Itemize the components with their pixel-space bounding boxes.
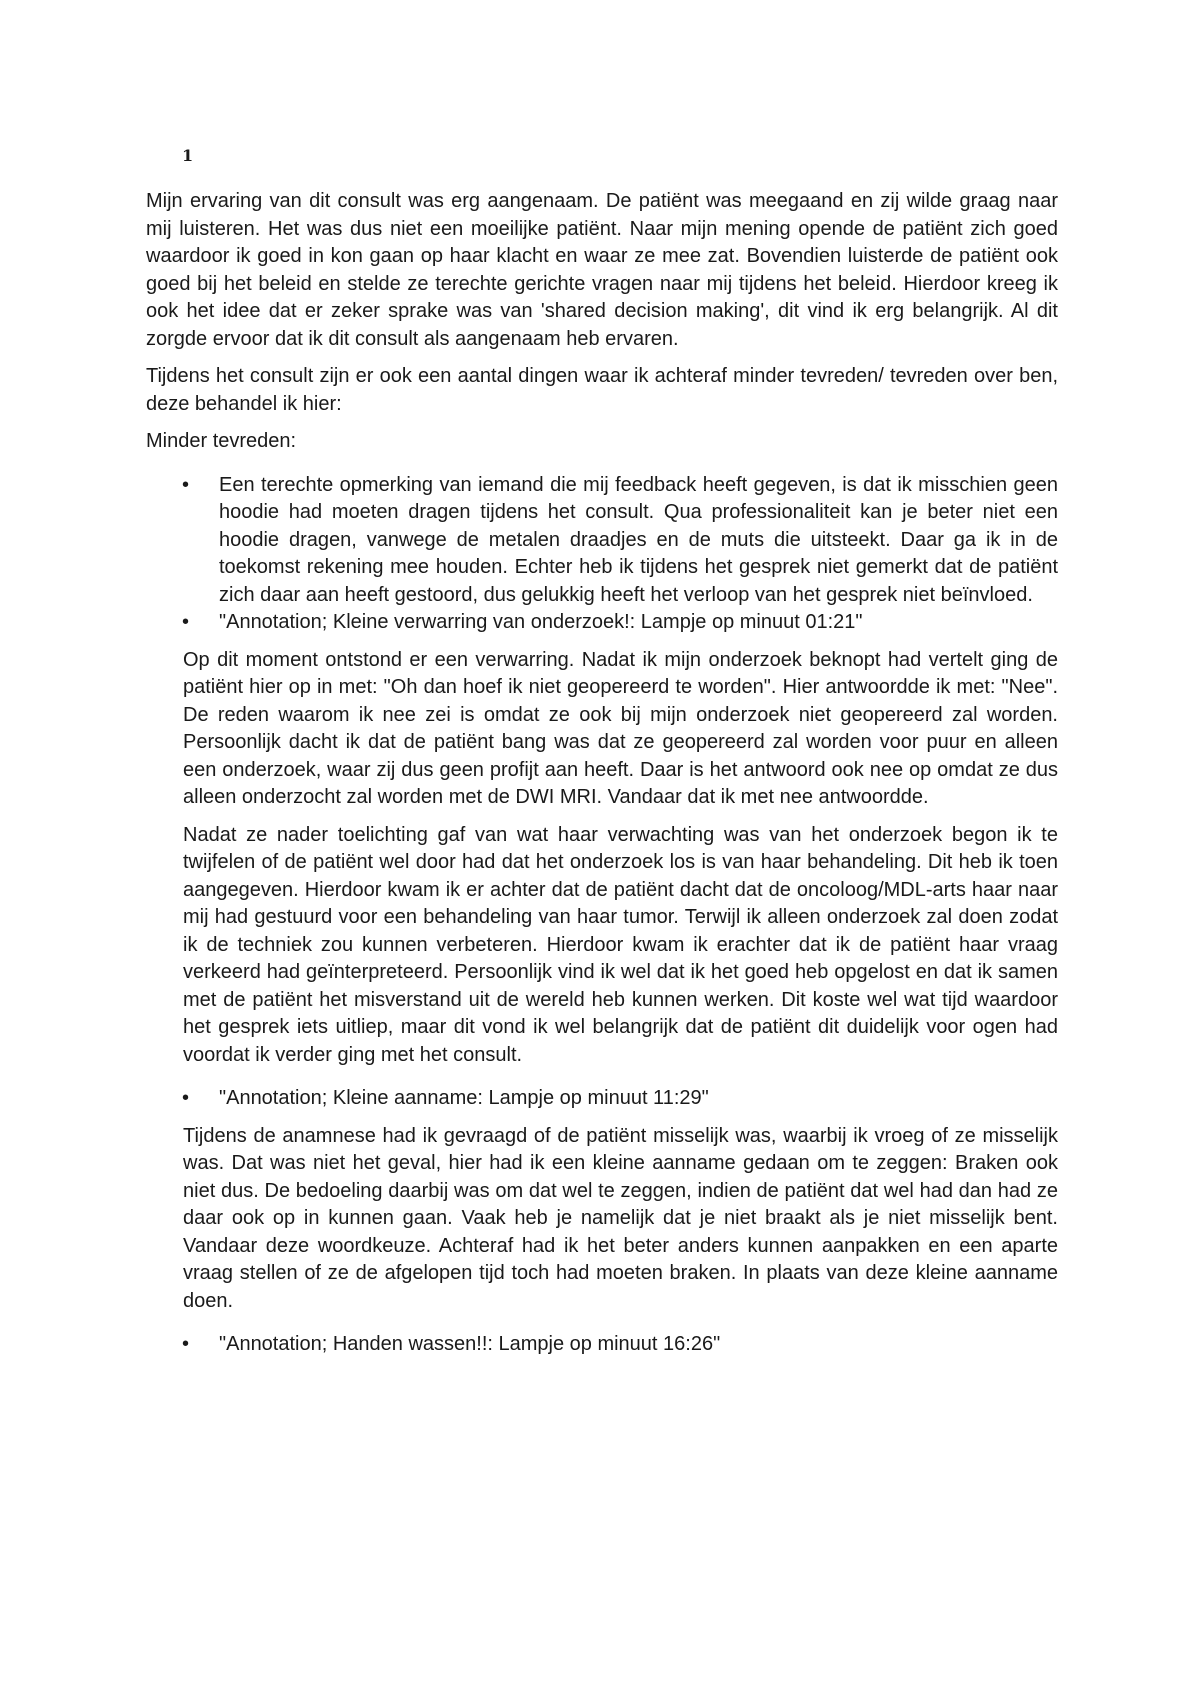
page-content [146, 146, 1058, 1369]
bullet-icon: • [182, 473, 190, 496]
paragraph-anamnesis: Tijdens de anamnese had ik gevraagd of de patiënt misselijk was, waarbij ik vroeg of ze misselijk was. Dat was niet het geval, hier had ik een kleine aanname gedaan om te zeggen: Braken ook niet dus. De bedoeling daarbij was om dat wel te zeggen, indien de patiënt dat wel had dan had ze daar ook op in kunnen gaan. Vaak heb je namelijk dat je niet braakt als je niet misselijk bent. Vandaar deze woordkeuze. Achteraf had ik het beter anders kunnen aanpakken en een aparte vraag stellen of ze de afgelopen tijd toch had moeten braken. In plaats van deze kleine aanname doen. [183, 1124, 1058, 1312]
bullet-list-3 [146, 1331, 1058, 1359]
list-item-text: "Annotation; Kleine verwarring van onderzoek!: Lampje op minuut 01:21" [219, 611, 863, 633]
bullet-list-2 [146, 1085, 1058, 1113]
list-item-hoodie [146, 472, 1058, 610]
bullet-icon: • [182, 1333, 190, 1355]
list-item-text: Een terechte opmerking van iemand die mij feedback heeft gegeven, is dat ik misschien geen hoodie had moeten dragen tijdens het consult. Qua professionaliteit kan je beter niet een hoodie dragen, vanwege de metalen draadjes en de muts die uitsteekt. Daar ga ik in de toekomst rekening mee houden. Echter heb ik tijdens het gesprek niet gemerkt dat de patiënt zich daar aan heeft gestoord, dus gelukkig heeft het verloop van het gesprek niet beïnvloed. [219, 473, 1058, 606]
list-item-text: "Annotation; Handen wassen!!: Lampje op minuut 16:26" [219, 1333, 721, 1355]
page-number: 1 [182, 146, 194, 165]
paragraph-confusion: Op dit moment ontstond er een verwarring. Nadat ik mijn onderzoek beknopt had vertelt ging de patiënt hier op in met: "Oh dan hoef ik niet geopereerd te worden". Hier antwoordde ik met: "Nee". De reden waarom ik nee zei is omdat ze ook bij mijn onderzoek niet geopereerd zal worden. Persoonlijk dacht ik dat de patiënt bang was dat ze geopereerd zal worden voor puur en alleen een onderzoek, waar zij dus geen profijt aan heeft. Daar is het antwoord ook nee op omdat ze dus alleen onderzocht zal worden met de DWI MRI. Vandaar dat ik met nee antwoordde. [183, 648, 1058, 808]
list-item-annotation-assumption [146, 1085, 1058, 1113]
paragraph-intro: Tijdens het consult zijn er ook een aantal dingen waar ik achteraf minder tevreden/ tevreden over ben, deze behandel ik hier: [146, 365, 1058, 415]
bullet-icon: • [182, 611, 190, 633]
paragraph-experience: Mijn ervaring van dit consult was erg aangenaam. De patiënt was meegaand en zij wilde graag naar mij luisteren. Het was dus niet een moeilijke patiënt. Naar mijn mening opende de patiënt zich goed waardoor ik goed in kon gaan op haar klacht en waar ze mee zat. Bovendien luisterde de patiënt ook goed bij het beleid en stelde ze terechte gerichte vragen naar mij tijdens het beleid. Hierdoor kreeg ik ook het idee dat er zeker sprake was van 'shared decision making', dit vind ik erg belangrijk. Al dit zorgde ervoor dat ik dit consult als aangenaam heb ervaren. [146, 190, 1058, 350]
list-item-annotation-handwashing [146, 1331, 1058, 1359]
paragraph-heading-less-satisfied: Minder tevreden: [146, 430, 297, 452]
list-item-annotation-confusion [146, 609, 1058, 637]
list-item-text: "Annotation; Kleine aanname: Lampje op minuut 11:29" [219, 1087, 709, 1109]
paragraph-clarification: Nadat ze nader toelichting gaf van wat haar verwachting was van het onderzoek begon ik te twijfelen of de patiënt wel door had dat het onderzoek los is van haar behandeling. Dit heb ik toen aangegeven. Hierdoor kwam ik er achter dat de patiënt dacht dat de oncoloog/MDL-arts haar naar mij had gestuurd voor een behandeling van haar tumor. Terwijl ik alleen onderzoek zal doen zodat ik de techniek zou kunnen verbeteren. Hierdoor kwam ik erachter dat ik de patiënt haar vraag verkeerd had geïnterpreteerd. Persoonlijk vind ik wel dat ik het goed heb opgelost en dat ik samen met de patiënt het misverstand uit de wereld heb kunnen werken. Dit koste wel wat tijd waardoor het gesprek iets uitliep, maar dit vond ik wel belangrijk dat de patiënt dit duidelijk voor ogen had voordat ik verder ging met het consult. [183, 823, 1058, 1066]
bullet-list-1 [146, 472, 1058, 637]
bullet-icon: • [182, 1087, 190, 1109]
